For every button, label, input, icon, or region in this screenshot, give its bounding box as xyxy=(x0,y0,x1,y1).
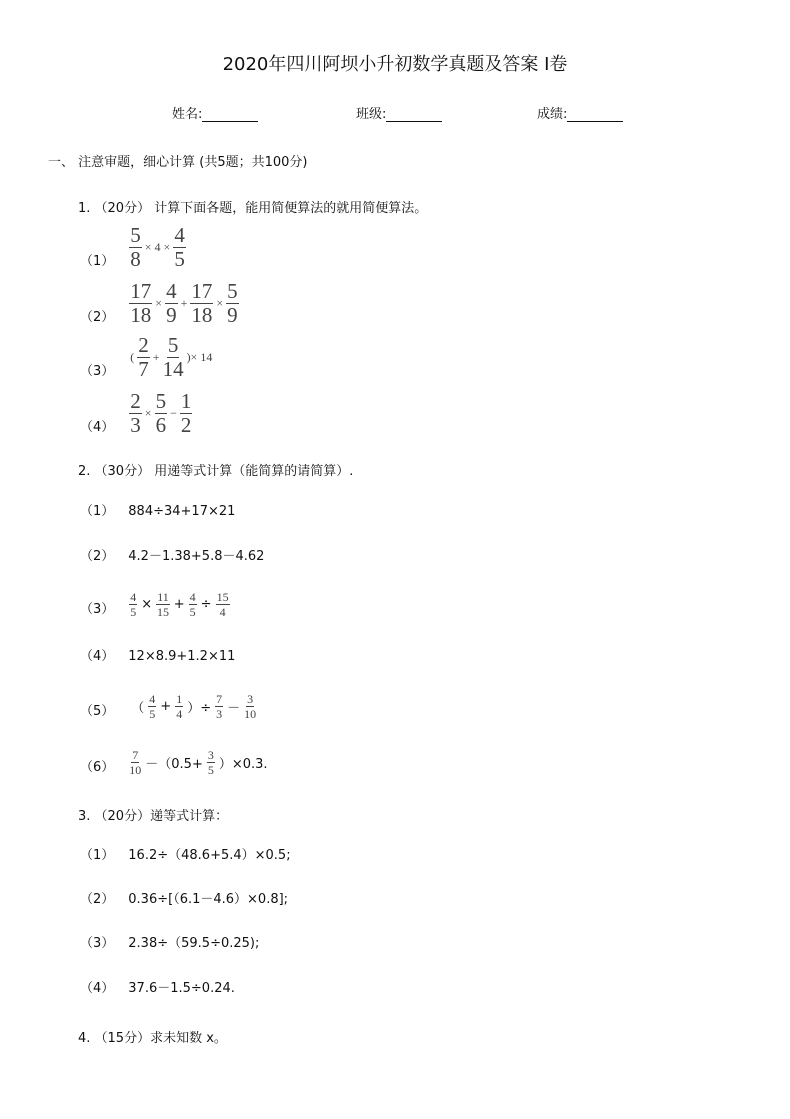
denominator: 7 xyxy=(138,357,149,381)
score-blank xyxy=(567,108,623,122)
math-expression xyxy=(128,936,259,952)
math-expression xyxy=(128,693,257,720)
denominator: 4 xyxy=(219,605,226,619)
fraction xyxy=(244,693,256,720)
operator-text: ( xyxy=(130,350,135,364)
sub-question-label: （1） xyxy=(80,504,115,519)
question-2-title: 2. （30分） 用递等式计算（能简算的请简算）. xyxy=(78,464,354,479)
operator-text: + xyxy=(173,597,185,612)
math-expression xyxy=(128,391,193,436)
operator-text: 0.36÷[（6.1－4.6）×0.8]; xyxy=(128,892,289,907)
math-expression xyxy=(128,225,187,270)
fraction xyxy=(148,693,156,720)
numerator: 2 xyxy=(130,389,141,413)
sub-question-label: （3） xyxy=(80,364,115,379)
sub-question xyxy=(80,868,288,908)
denominator: 10 xyxy=(129,763,142,777)
math-expression xyxy=(128,649,235,665)
fraction xyxy=(155,391,168,436)
sub-question-label: （4） xyxy=(80,420,115,435)
operator-text: )× 14 xyxy=(186,350,213,364)
math-expression xyxy=(128,504,235,520)
numerator: 2 xyxy=(138,333,149,357)
denominator: 5 xyxy=(174,247,185,271)
sub-question-label: （4） xyxy=(80,649,115,664)
denominator: 3 xyxy=(130,413,141,437)
denominator: 18 xyxy=(130,303,152,327)
denominator: 6 xyxy=(155,413,167,437)
denominator: 14 xyxy=(162,357,184,381)
numerator: 15 xyxy=(216,590,229,604)
fraction xyxy=(137,335,150,380)
fraction xyxy=(190,281,213,326)
operator-text: × xyxy=(155,296,163,310)
sub-question-label: （2） xyxy=(80,549,115,564)
fraction xyxy=(226,281,239,326)
fraction xyxy=(189,591,197,618)
numerator: 7 xyxy=(216,692,223,706)
sub-question-label: （2） xyxy=(80,892,115,907)
sub-question xyxy=(80,333,214,381)
fraction xyxy=(215,693,223,720)
math-expression xyxy=(128,749,270,776)
numerator: 1 xyxy=(180,389,192,413)
numerator: 4 xyxy=(149,692,156,706)
sub-question-label: （1） xyxy=(80,254,115,269)
name-blank xyxy=(202,108,258,122)
sub-question xyxy=(80,957,235,997)
fraction xyxy=(156,591,170,618)
math-expression xyxy=(128,981,235,997)
math-expression xyxy=(128,591,230,618)
numerator: 17 xyxy=(191,279,213,303)
operator-text: × 4 × xyxy=(144,240,171,254)
operator-text: + xyxy=(180,296,188,310)
operator-text: －（0.5+ xyxy=(145,757,203,772)
sub-question xyxy=(80,223,187,271)
operator-text: 4.2－1.38+5.8－4.62 xyxy=(128,549,265,564)
sub-question-label: （6） xyxy=(80,760,115,775)
denominator: 5 xyxy=(207,763,214,777)
numerator: 4 xyxy=(174,223,185,247)
operator-text: × xyxy=(144,406,152,420)
numerator: 5 xyxy=(167,333,179,357)
numerator: 7 xyxy=(132,748,139,762)
score-label: 成绩: xyxy=(537,107,568,122)
denominator: 5 xyxy=(149,707,156,721)
name-label: 姓名: xyxy=(172,107,203,122)
operator-text: 37.6－1.5÷0.24. xyxy=(128,981,235,996)
fraction xyxy=(129,281,152,326)
sub-question-label: （3） xyxy=(80,936,115,951)
fraction xyxy=(207,749,215,776)
operator-text: + xyxy=(160,699,172,714)
sub-question xyxy=(80,389,193,437)
sub-question xyxy=(80,824,291,864)
math-expression xyxy=(128,335,214,380)
question-1-title: 1. （20分） 计算下面各题，能用简便算法的就用简便算法。 xyxy=(78,201,428,216)
operator-text: （ xyxy=(131,701,145,716)
numerator: 5 xyxy=(130,223,141,247)
question-3-title: 3. （20分）递等式计算： xyxy=(78,809,229,824)
denominator: 15 xyxy=(156,605,169,619)
section-heading: 一、 注意审题，细心计算 (共5题；共100分) xyxy=(48,155,308,170)
math-expression xyxy=(128,549,264,565)
operator-text: 16.2÷（48.6+5.4）×0.5; xyxy=(128,848,291,863)
operator-text: 884÷34+17×21 xyxy=(128,504,236,519)
fraction xyxy=(175,693,183,720)
page-title: 2020年四川阿坝小升初数学真题及答案 I卷 xyxy=(222,54,568,75)
fraction xyxy=(173,225,186,270)
sub-question xyxy=(80,625,235,665)
question-4-title: 4. （15分）求未知数 x。 xyxy=(78,1031,227,1046)
operator-text: + xyxy=(152,350,160,364)
numerator: 11 xyxy=(157,590,169,604)
math-expression xyxy=(128,848,290,864)
numerator: 4 xyxy=(166,279,177,303)
denominator: 2 xyxy=(180,413,192,437)
fraction xyxy=(216,591,230,618)
denominator: 8 xyxy=(130,247,141,271)
sub-question xyxy=(80,279,240,327)
class-label: 班级: xyxy=(356,107,387,122)
denominator: 5 xyxy=(130,605,137,619)
operator-text: ÷ xyxy=(200,597,212,612)
numerator: 1 xyxy=(176,692,183,706)
operator-text: − xyxy=(170,406,177,420)
numerator: 4 xyxy=(189,590,196,604)
numerator: 17 xyxy=(130,279,152,303)
sub-question xyxy=(80,912,259,952)
fraction xyxy=(180,391,193,436)
sub-question-label: （4） xyxy=(80,981,115,996)
denominator: 4 xyxy=(176,707,183,721)
numerator: 5 xyxy=(227,279,238,303)
operator-text: － xyxy=(227,701,241,716)
operator-text: 2.38÷（59.5÷0.25); xyxy=(128,936,260,951)
denominator: 3 xyxy=(216,707,223,721)
score-field xyxy=(537,103,623,122)
math-expression xyxy=(128,892,288,908)
sub-question-label: （1） xyxy=(80,848,115,863)
sub-question xyxy=(80,480,235,520)
numerator: 5 xyxy=(155,389,167,413)
sub-question xyxy=(80,680,257,720)
class-blank xyxy=(386,108,442,122)
fraction xyxy=(129,749,141,776)
numerator: 3 xyxy=(207,748,214,762)
numerator: 3 xyxy=(247,692,254,706)
denominator: 18 xyxy=(191,303,213,327)
fraction xyxy=(163,335,184,380)
denominator: 9 xyxy=(166,303,177,327)
operator-text: ）÷ xyxy=(187,701,212,716)
denominator: 5 xyxy=(189,605,196,619)
operator-text: × xyxy=(141,597,153,612)
sub-question xyxy=(80,525,264,565)
fraction xyxy=(165,281,178,326)
name-field xyxy=(172,103,258,122)
denominator: 10 xyxy=(244,707,257,721)
sub-question-label: （3） xyxy=(80,602,115,617)
denominator: 9 xyxy=(227,303,238,327)
operator-text: 12×8.9+1.2×11 xyxy=(128,649,236,664)
numerator: 4 xyxy=(130,590,137,604)
fraction xyxy=(129,225,142,270)
math-expression xyxy=(128,281,239,326)
sub-question-label: （2） xyxy=(80,310,115,325)
fraction xyxy=(129,391,142,436)
class-field xyxy=(356,103,442,122)
sub-question xyxy=(80,578,231,618)
fraction xyxy=(129,591,137,618)
sub-question-label: （5） xyxy=(80,704,115,719)
sub-question xyxy=(80,736,271,776)
operator-text: ）×0.3. xyxy=(218,757,268,772)
operator-text: × xyxy=(216,296,224,310)
